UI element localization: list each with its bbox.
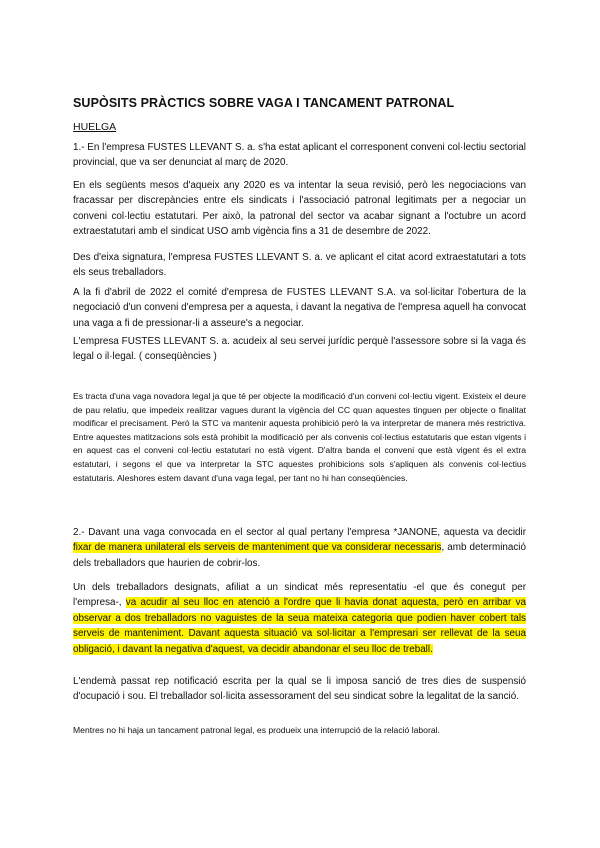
- paragraph-4: A la fi d'abril de 2022 el comité d'empresa de FUSTES LLEVANT S.A. va sol·licitar l'obertura de la negociació d'un conveni d'empresa per a aquesta, i davant la negativa de l'empresa aquell ha convocat una vaga a fi de pressionar-li a asseure's a negociar.: [73, 287, 526, 329]
- paragraph-9: L'endemà passat rep notificació escrita per la qual se li imposa sanció de tres dies de suspensió d'ocupació i sou. El treballador sol·licita assessorament del seu sindicat sobre la legalitat de la sanció.: [73, 676, 526, 703]
- paragraph-2: En els següents mesos d'aqueix any 2020 es va intentar la seua revisió, però les negociacions van fracassar per discrepàncies entre els sindicats i l'associació patronal legitimats per a negociar un conveni col·lectiu estatutari. Per això, la patronal del sector va acabar signant a l'octubre un acord extraestatutari amb el sindicat USO amb vigència fins a 31 de desembre de 2022.: [73, 180, 526, 238]
- paragraph-1: 1.- En l'empresa FUSTES LLEVANT S. a. s'ha estat aplicant el corresponent conveni col·lectiu sectorial provincial, que va ser denunciat al març de 2020.: [73, 142, 526, 169]
- paragraph-5: L'empresa FUSTES LLEVANT S. a. acudeix al seu servei jurídic perquè l'assessore sobre si la vaga és legal o il·legal. ( conseqüències ): [73, 336, 526, 363]
- paragraph-7-text-a: 2.- Davant una vaga convocada en el sector al qual pertany l'empresa *JANONE, aquesta va decidir: [73, 527, 526, 538]
- section-heading: HUELGA: [73, 121, 117, 133]
- paragraph-7-text-b: , amb determinació dels treballadors que haurien de cobrir-los.: [73, 542, 526, 569]
- paragraph-7: [73, 525, 526, 571]
- paragraph-7-highlight: fixar de manera unilateral els serveis de manteniment que va considerar necessaris: [73, 542, 442, 554]
- paragraph-8-highlight: va acudir al seu lloc en atenció a l'ordre que li havia donat aquesta, però en arribar va observar a dos treballadors no vaguistes de la seua mateixa categoria que podien haver cobert tals serveis de manteniment. Davant aquesta situació va sol·licitar a l'empresari ser rellevat de la seua obligació, i davant la negativa d'aquest, va decidir abandonar el seu lloc de treball.: [73, 597, 526, 655]
- paragraph-8: [73, 580, 526, 657]
- paragraph-3: Des d'eixa signatura, l'empresa FUSTES LLEVANT S. a. ve aplicant el citat acord extraestatutari a tots els seus treballadors.: [73, 252, 526, 279]
- paragraph-8-text-a: Un dels treballadors designats, afiliat a un sindicat més representatiu -el que és conegut per l'empresa-,: [73, 582, 526, 609]
- answer-paragraph-2: Mentres no hi haja un tancament patronal legal, es produeix una interrupció de la relació laboral.: [73, 725, 440, 735]
- answer-paragraph-1: Es tracta d'una vaga novadora legal ja que té per objecte la modificació d'un conveni col·lectiu vigent. Existeix el deure de pau relatiu, que impedeix realitzar vagues durant la vigència del CC quan aquestes tinguen per objecte o finalitat modificar el precisament. Però la STC va mantenir aquesta prohibició però la va interpretar de manera més restrictiva. Entre aquestes matitzacions sols està prohibit la modificació per als convenis col·lectius estatutaris que estan vigents i en aquest cas el conveni col·lectiu estatutari no està vigent. D'altra banda el conveni que està vigent és el extra estatutari, i segons el que va interpretar la STC aquestes prohibicions sols s'apliquen als convenis col·lectius estatutaris. Aleshores estem davant d'una vaga legal, per tant no hi han conseqüències.: [73, 391, 526, 483]
- document-title: SUPÒSITS PRÀCTICS SOBRE VAGA I TANCAMENT PATRONAL: [73, 96, 455, 110]
